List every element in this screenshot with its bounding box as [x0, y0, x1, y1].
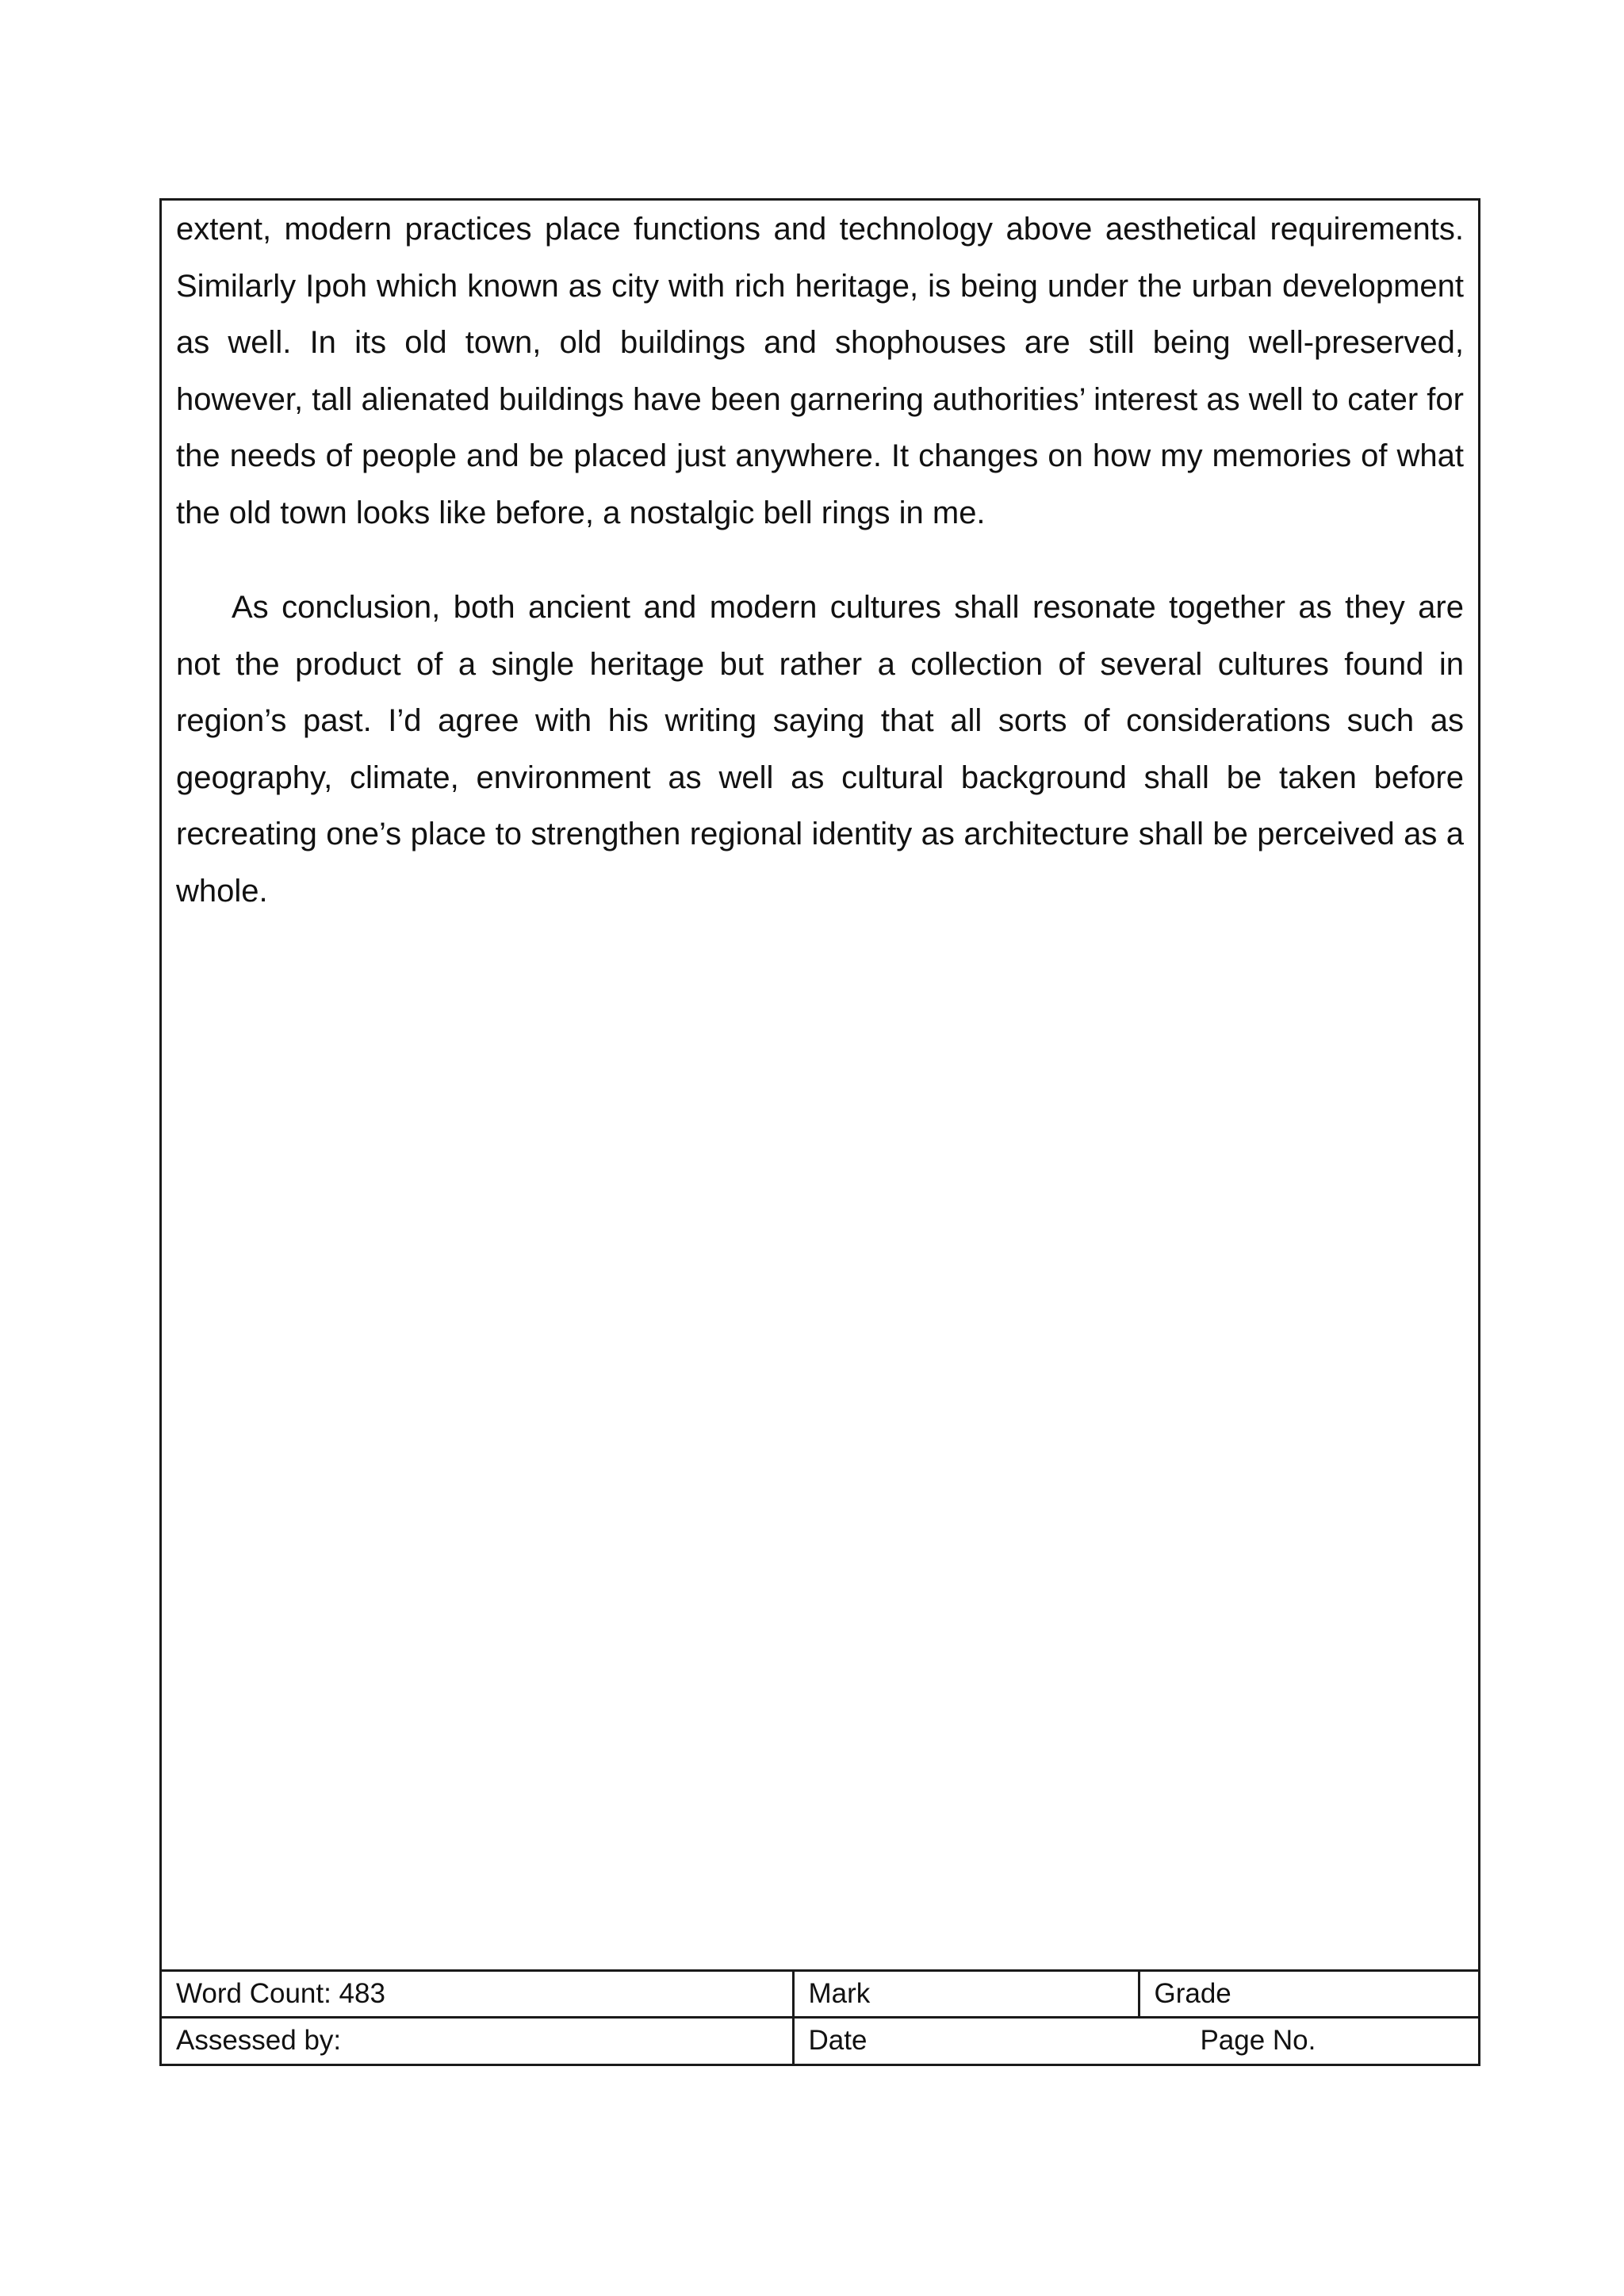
grade-cell: Grade [1139, 1970, 1478, 2017]
date-label: Date [808, 2025, 868, 2057]
assessed-by-cell: Assessed by: [162, 2017, 793, 2064]
footer-row-2 [162, 2017, 1478, 2064]
mark-cell: Mark [793, 1970, 1139, 2017]
page-no-label: Page No. [1200, 2025, 1316, 2057]
answer-sheet-frame [159, 198, 1480, 2066]
assessment-footer-table [162, 1969, 1478, 2064]
essay-paragraph-conclusion: As conclusion, both ancient and modern cultures shall resonate together as they are not the product of a single heritage but rather a collection of several cultures found in region’s past. I’d agree with his writing saying that all sorts of considerations such as geography, climate, environment as well as cultural background shall be taken before recreating one’s place to strengthen regional identity as architecture shall be perceived as a whole. [176, 590, 1464, 909]
essay-body [162, 201, 1478, 1965]
date-page-cell [793, 2017, 1478, 2064]
word-count-cell: Word Count: 483 [162, 1970, 793, 2017]
essay-paragraph: extent, modern practices place functions and technology above aesthetical requirements. Similarly Ipoh which known as city with rich heritage, is being under the urban development as well. In its old town, old buildings and shophouses are still being well-preserved, however, tall alienated buildings have been garnering authorities’ interest as well to cater for the needs of people and be placed just anywhere. It changes on how my memories of what the old town looks like before, a nostalgic bell rings in me. [176, 212, 1464, 530]
footer-row-1 [162, 1970, 1478, 2017]
